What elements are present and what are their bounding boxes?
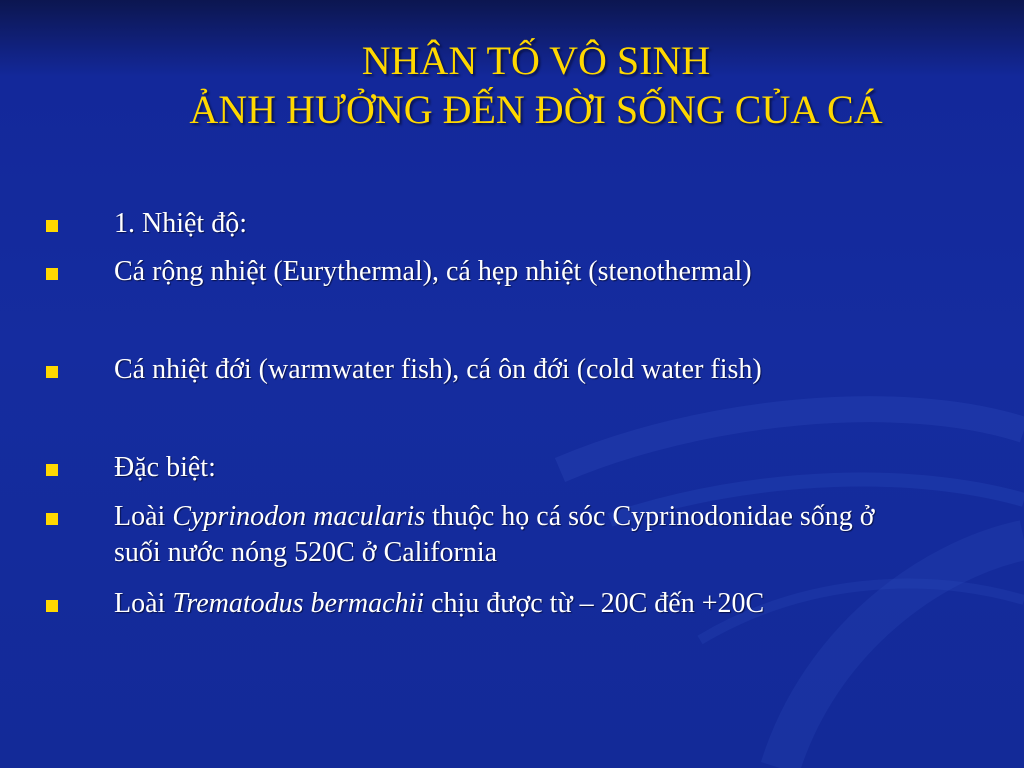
bullet-marker-icon <box>46 600 58 612</box>
species-name: Cyprinodon macularis <box>172 501 426 532</box>
title-line-1: NHÂN TỐ VÔ SINH <box>361 38 711 83</box>
bullet-text: 1. Nhiệt độ: <box>114 208 247 239</box>
bullet-suffix: thuộc họ cá sóc Cyprinodonidae sống ở <box>425 501 875 532</box>
bullet-marker-icon <box>46 464 58 476</box>
bullet-item-temperature <box>114 206 994 242</box>
bullet-text: Cá nhiệt đới (warmwater fish), cá ôn đới (cold water fish) <box>114 354 762 385</box>
species-name: Trematodus bermachii <box>172 588 425 619</box>
bullet-continuation: suối nước nóng 520C ở California <box>114 537 498 568</box>
bullet-marker-icon <box>46 220 58 232</box>
bullet-item-warmwater <box>114 352 994 388</box>
bullet-item-cyprinodon <box>114 499 994 571</box>
bullet-text: Đặc biệt: <box>114 452 216 483</box>
bullet-item-trematodus <box>114 586 994 622</box>
bullet-item-special <box>114 450 994 486</box>
bullet-suffix: chịu được từ – 20C đến +20C <box>424 588 765 619</box>
bullet-prefix: Loài <box>114 501 173 532</box>
bullet-prefix: Loài <box>114 588 173 619</box>
bullet-text: Cá rộng nhiệt (Eurythermal), cá hẹp nhiệt (stenothermal) <box>114 256 752 287</box>
bullet-marker-icon <box>46 513 58 525</box>
bullet-item-eurythermal <box>114 254 994 290</box>
bullet-marker-icon <box>46 268 58 280</box>
title-line-2: ẢNH HƯỞNG ĐẾN ĐỜI SỐNG CỦA CÁ <box>189 87 883 132</box>
bullet-marker-icon <box>46 366 58 378</box>
